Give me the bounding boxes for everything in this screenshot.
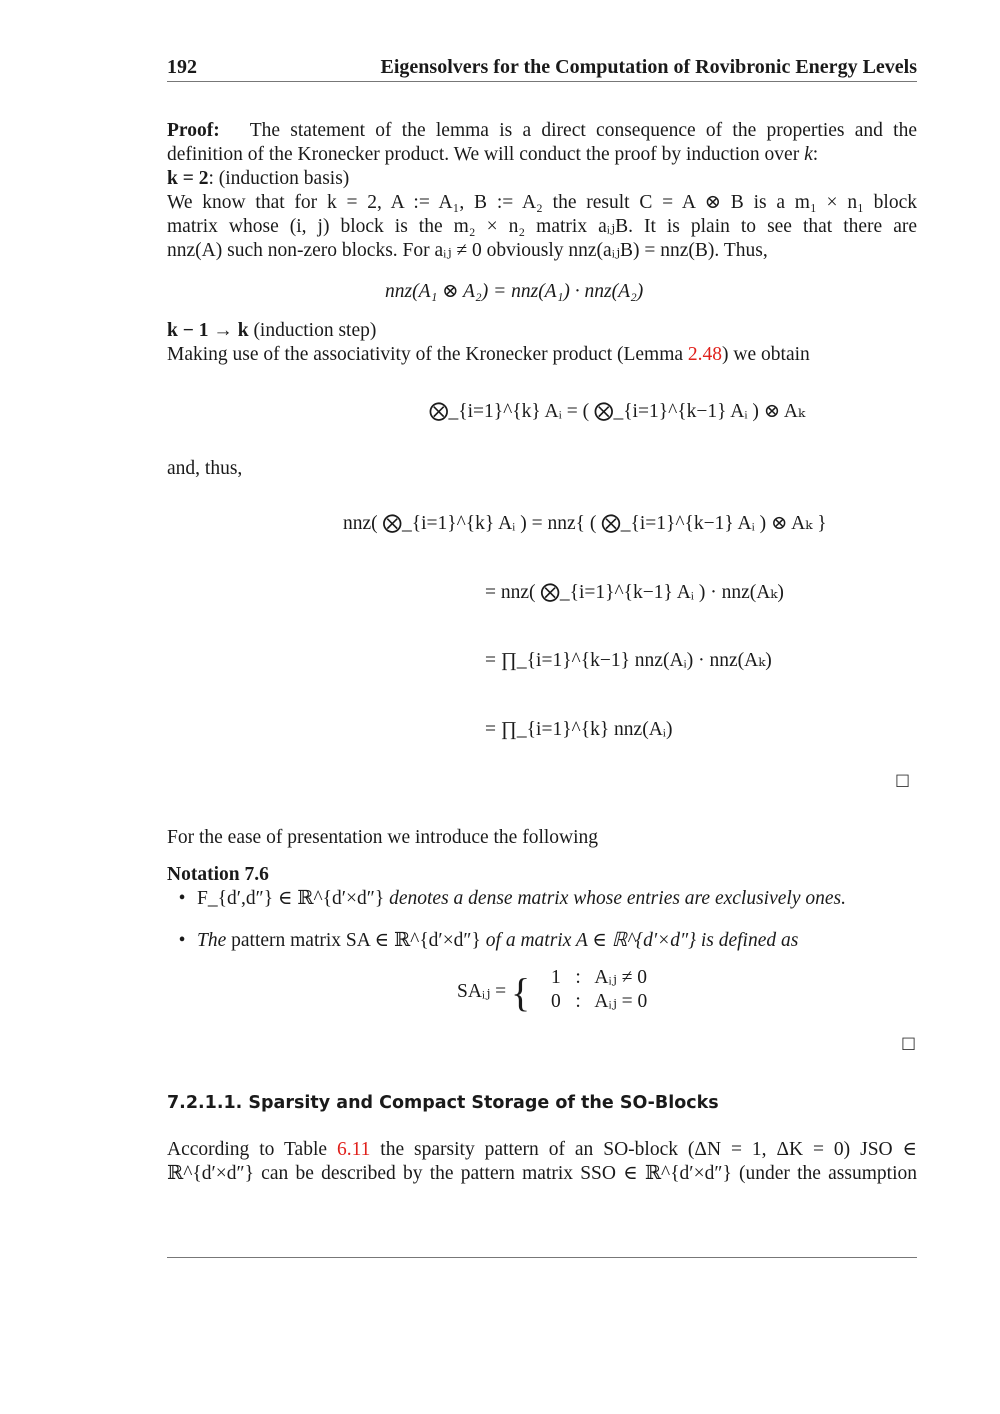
case-row-2: [551, 990, 647, 1014]
equation-basis: nnz(A₁ ⊗ A₂) = nnz(A₁) · nnz(A₂): [385, 281, 644, 302]
lemma-link[interactable]: 2.48: [687, 344, 723, 365]
proof-intro-1: The statement of the lemma is a direct consequence of the properties and the: [249, 120, 917, 141]
bullet-icon: •: [178, 888, 186, 909]
and-thus: and, thus,: [167, 458, 243, 479]
section-number: 7.2.1.1.: [167, 1093, 243, 1113]
running-header: [167, 56, 917, 82]
section-line-1: [167, 1138, 917, 1162]
notation-bullet-1: [167, 887, 846, 911]
basis-line-3: nnz(A) such non-zero blocks. For aᵢⱼ ≠ 0 obviously nnz(aᵢⱼB) = nnz(B). Thus,: [167, 240, 768, 261]
bullet-2-the: The: [197, 930, 227, 951]
eq2-equals: =: [566, 401, 583, 422]
section-heading: [167, 1093, 719, 1113]
basis-line-1: We know that for k = 2, A := A₁, B := A₂ the result C = A ⊗ B is a m₁ × n₁ block: [167, 192, 917, 213]
header-rule: [167, 81, 917, 82]
bullet-icon: •: [178, 930, 186, 951]
proof-line-1: [167, 119, 917, 143]
eq2-lhs: ⨂_{i=1}^{k} Aᵢ: [429, 401, 562, 422]
case-1-sep: :: [575, 967, 581, 988]
page: [167, 0, 917, 1414]
table-link[interactable]: 6.11: [336, 1139, 371, 1160]
page-number: 192: [167, 56, 197, 78]
bullet-2-tail: of a matrix A ∈ ℝ^{d′×d″} is defined as: [480, 930, 799, 951]
qed-box-notation: □: [901, 1033, 917, 1052]
section-title: Sparsity and Compact Storage of the SO-Blocks: [248, 1093, 719, 1113]
cases-lhs: SAᵢⱼ =: [457, 981, 507, 1002]
bullet-1-text: denotes a dense matrix whose entries are exclusively ones.: [384, 888, 846, 909]
equation-associativity: [429, 400, 805, 424]
eq2-rhs: ( ⨂_{i=1}^{k−1} Aᵢ ) ⊗ Aₖ: [582, 401, 806, 422]
induction-step-heading: [167, 319, 376, 343]
bullet-1-math: F_{d′,d″} ∈ ℝ^{d′×d″}: [197, 888, 385, 909]
equation-derivation-line-3: = ∏_{i=1}^{k−1} nnz(Aᵢ) · nnz(Aₖ): [485, 650, 772, 671]
step-line-b: ) we obtain: [722, 344, 810, 365]
step-text: (induction step): [248, 320, 377, 341]
equation-derivation-line-1: nnz( ⨂_{i=1}^{k} Aᵢ ) = nnz{ ( ⨂_{i=1}^{k−1} Aᵢ ) ⊗ Aₖ }: [343, 513, 827, 534]
step-line-a: Making use of the associativity of the Kronecker product (Lemma: [167, 344, 688, 365]
section-line-1a: According to Table: [167, 1139, 337, 1160]
case-2-condition: Aᵢⱼ = 0: [594, 991, 648, 1012]
notation-title: Notation 7.6: [167, 864, 269, 885]
running-title: Eigensolvers for the Computation of Rovibronic Energy Levels: [380, 56, 917, 78]
step-line: [167, 343, 810, 367]
induction-basis-heading: [167, 167, 349, 191]
case-1-value: 1: [551, 967, 561, 988]
cases-brace: {: [511, 969, 531, 1015]
equation-derivation-line-4: = ∏_{i=1}^{k} nnz(Aᵢ): [485, 719, 673, 740]
proof-label: Proof:: [167, 120, 220, 141]
step-label: k − 1 → k: [167, 320, 249, 341]
var-k: k: [804, 144, 813, 165]
section-line-2: ℝ^{d′×d″} can be described by the pattern matrix SSO ∈ ℝ^{d′×d″} (under the assumption: [167, 1163, 917, 1184]
colon: :: [812, 144, 819, 165]
pattern-matrix-definition: [457, 969, 531, 1015]
notation-lead-in: For the ease of presentation we introduce the following: [167, 827, 599, 848]
case-2-sep: :: [575, 991, 581, 1012]
case-1-condition: Aᵢⱼ ≠ 0: [594, 967, 647, 988]
footer-rule: [167, 1257, 917, 1258]
equation-derivation-line-2: = nnz( ⨂_{i=1}^{k−1} Aᵢ ) · nnz(Aₖ): [485, 582, 784, 603]
basis-text: : (induction basis): [208, 168, 350, 189]
notation-bullet-2: [167, 929, 798, 953]
case-2-value: 0: [551, 991, 561, 1012]
section-line-1b: the sparsity pattern of an SO-block (ΔN = 1, ΔK = 0) JSO ∈: [370, 1139, 917, 1160]
qed-box-proof: □: [895, 770, 911, 789]
basis-label: k = 2: [167, 168, 209, 189]
bullet-2-pattern: pattern matrix: [226, 930, 346, 951]
case-row-1: [551, 966, 647, 990]
bullet-2-math: SA ∈ ℝ^{d′×d″}: [345, 930, 481, 951]
proof-line-2: [167, 143, 818, 167]
proof-intro-2: definition of the Kronecker product. We will conduct the proof by induction over: [167, 144, 805, 165]
basis-line-2: matrix whose (i, j) block is the m₂ × n₂ matrix aᵢⱼB. It is plain to see that there are: [167, 216, 917, 237]
